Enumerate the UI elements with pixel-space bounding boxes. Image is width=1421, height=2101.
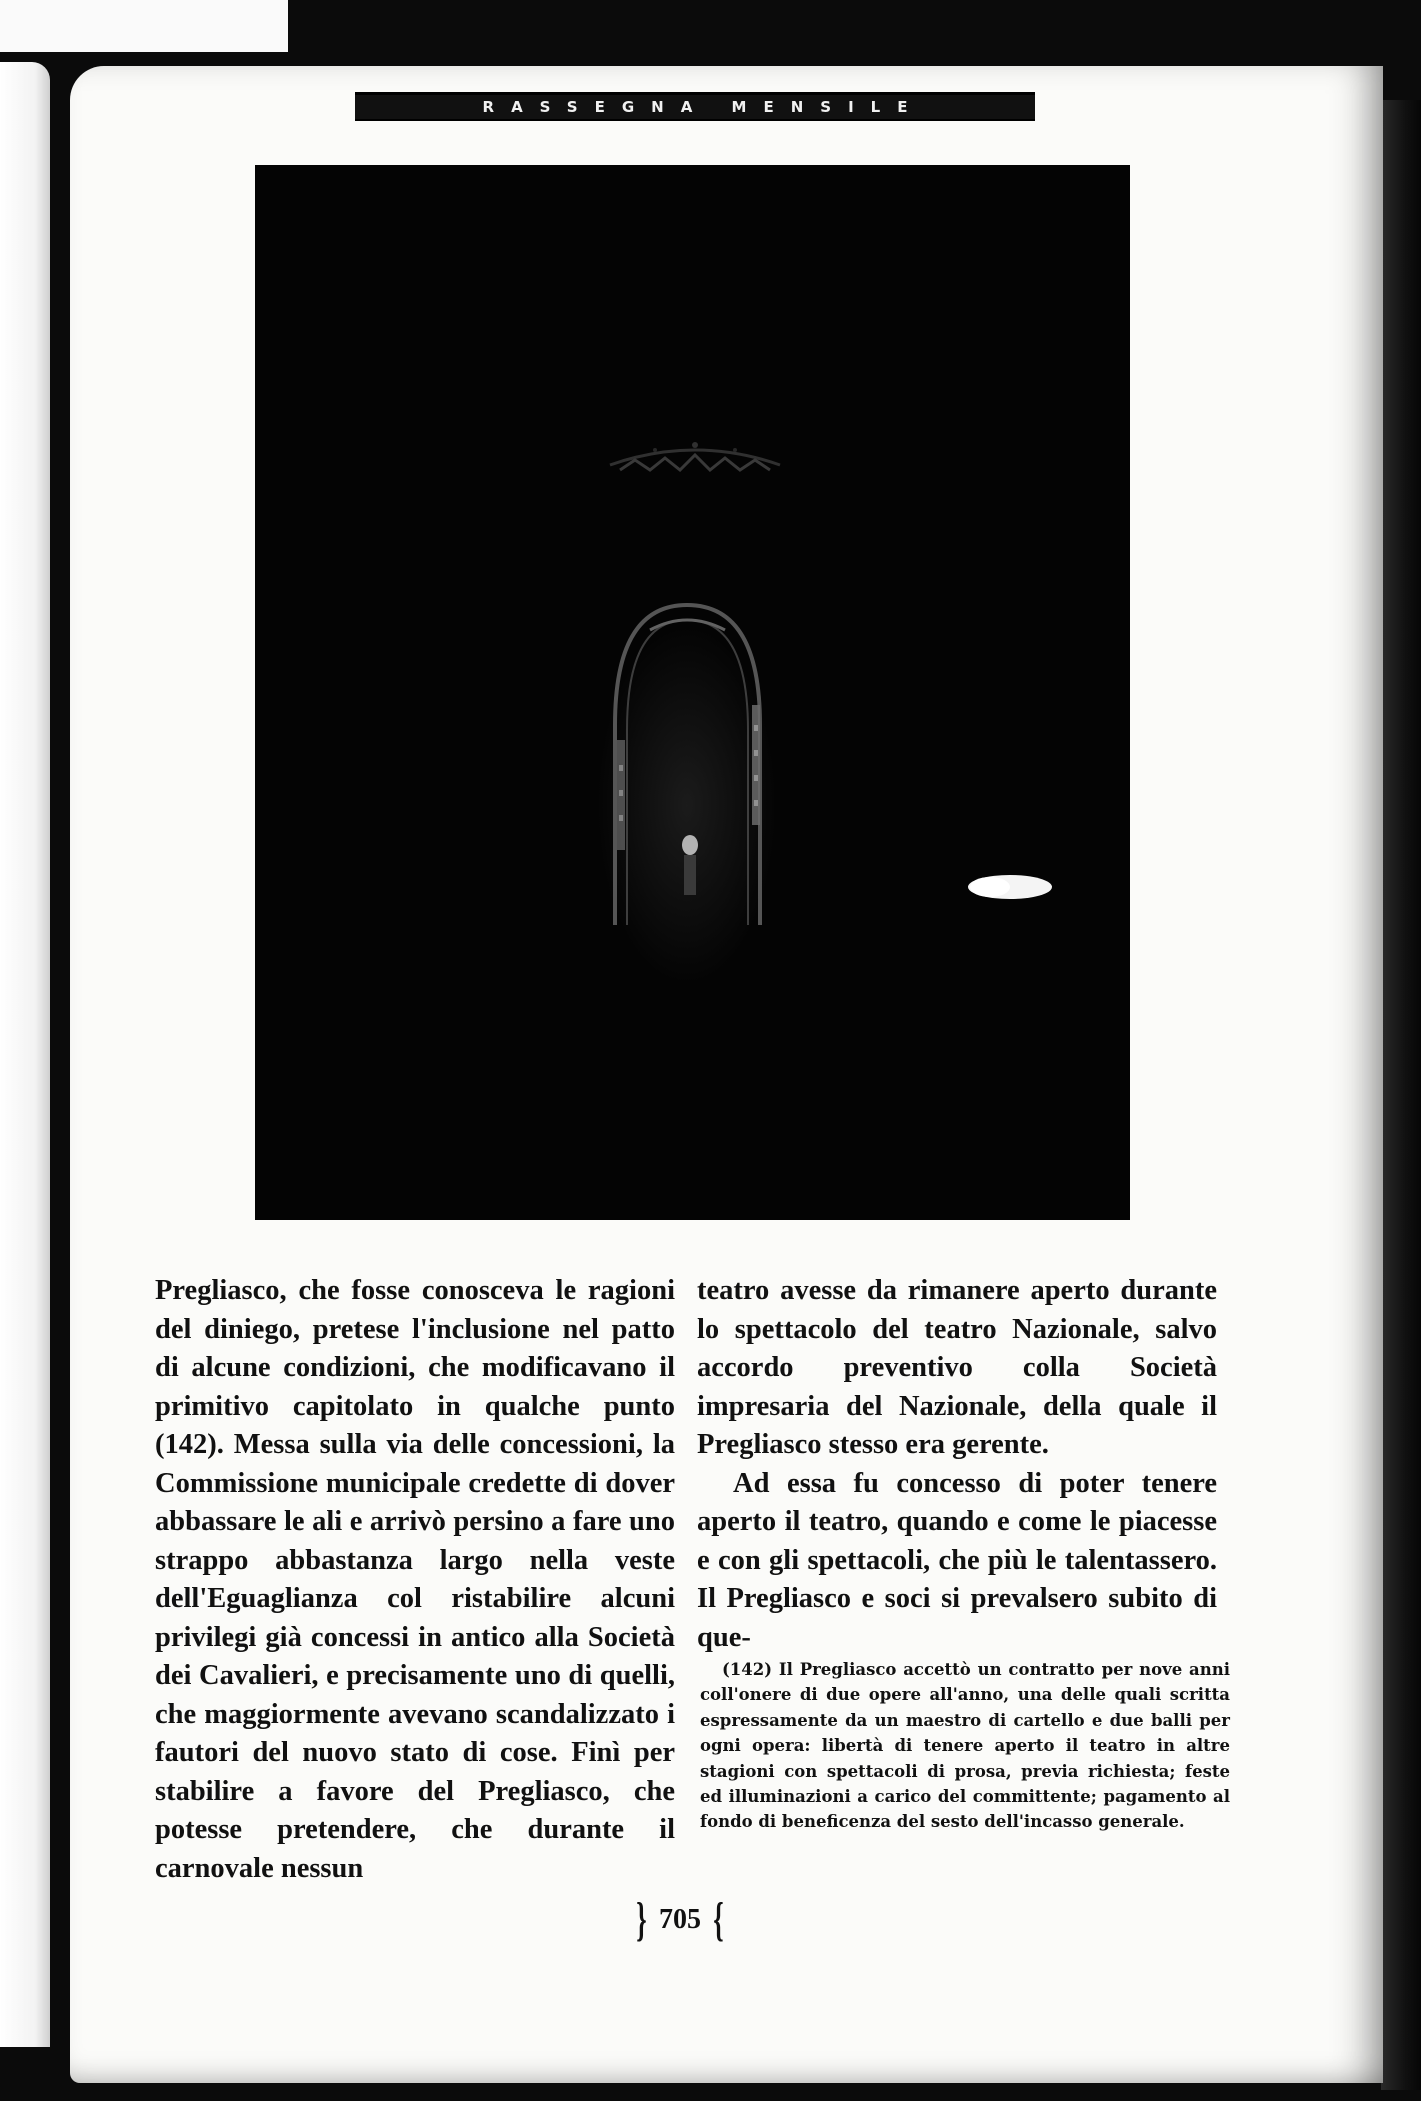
footnote-text: (142) Il Pregliasco accettò un contratto per nove anni coll'onere di due opere all'anno, una delle quali scritta espressamente da un maestro di cartello e due balli per ogni opera: libertà di tenere aperto il teatro in altre stagioni con spettacoli di prosa, previa richiesta; feste ed illuminazioni a carico del committente; pagamento al fondo di beneficenza del sesto dell'incasso generale.	[700, 1660, 1230, 1832]
page-number: 705	[659, 1904, 701, 1935]
body-text-right-column	[697, 1272, 1217, 1657]
paragraph: teatro avesse da rimanere aperto durante lo spettacolo del teatro Nazionale, salvo accordo preventivo colla Società impresaria del Nazionale, della quale il Pregliasco stesso era gerente.	[697, 1275, 1217, 1460]
book-spine-shadow	[1381, 100, 1421, 2090]
running-header	[355, 92, 1035, 121]
paragraph: Pregliasco, che fosse conosceva le ragioni del diniego, pretese l'inclusione nel patto di alcune condizioni, che modificavano il primitivo capitolato in qualche punto (142). Messa sulla via delle concessioni, la Commissione municipale credette di dover abbassare le ali e arrivò persino a fare uno strappo abbastanza largo nella veste dell'Eguaglianza col ristabilire alcuni privilegi già concessi in antico alla Società dei Cavalieri, e precisamente uno di quelli, che maggiormente avevano scandalizzato i fautori del nuovo stato di cose. Finì per stabilire a favore del Pregliasco, che potesse pretendere, che durante il carnovale nessun	[155, 1275, 675, 1884]
footnote-142	[700, 1657, 1230, 1835]
running-header-title: RASSEGNA MENSILE	[482, 98, 925, 116]
theatre-interior-photo-icon	[255, 165, 1130, 1220]
page-number-block	[600, 1895, 760, 1945]
paragraph: Ad essa fu concesso di poter tenere aperto il teatro, quando e come le piacesse e con gli spettacoli, che più le talentassero. Il Pregliasco e soci si prevalsero subito di que-	[697, 1467, 1217, 1653]
theatre-photo-plate	[255, 165, 1130, 1220]
page-number-ornament-left: }	[636, 1893, 647, 1946]
body-text-left-column	[155, 1272, 675, 1888]
page-number-ornament-right: {	[713, 1893, 724, 1946]
previous-page-edge	[0, 62, 50, 2047]
scan-margin-top	[0, 0, 288, 52]
